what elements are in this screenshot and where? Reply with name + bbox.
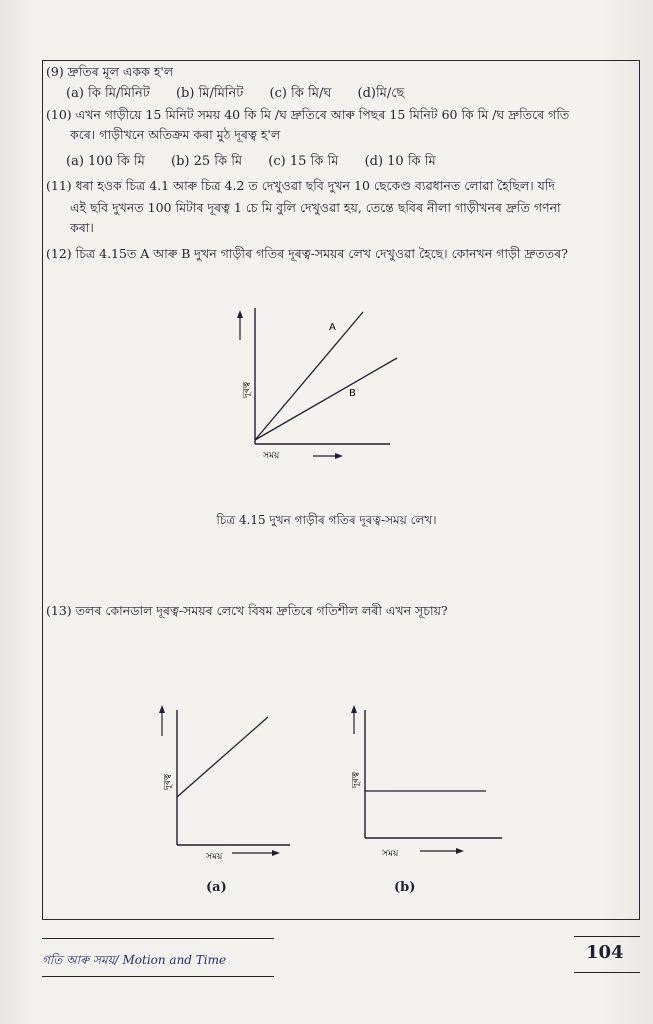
page-number-rule-top [574,936,640,937]
x-axis-label: সময় [382,849,399,859]
question-9: (9) দ্রুতিৰ মূল একক হ'ল [46,64,174,79]
line-b [255,358,397,440]
option-d: (d)মি/ছে [357,86,405,101]
question-10-line-2: কৰে। গাড়ীখনে অতিক্ৰম কৰা মুঠ দূৰত্ব হ'ল [70,127,281,142]
page-number: 104 [586,942,624,963]
figure-b [340,700,510,870]
question-12: (12) চিত্ৰ 4.15ত A আৰু B দুখন গাড়ীৰ গতিৰ দূৰত্ব-সময়ৰ লেখ দেখুওৱা হৈছে। কোনখন গাড়ী দ্রুততৰ? [46,246,568,261]
line-b-label: B [349,388,356,399]
y-arrowhead-icon [159,705,165,713]
line-a [255,312,363,440]
option-c: (c) 15 কি মি [268,154,339,169]
option-d: (d) 10 কি মি [364,154,436,169]
y-axis-label: দূৰত্ব [163,773,173,790]
figure-a-label: (a) [206,880,227,895]
figure-a [150,700,300,870]
footer-title: গতি আৰু সময়/ Motion and Time [42,953,227,967]
x-arrowhead-icon [335,453,343,459]
y-axis-label: দূৰত্ব [351,771,361,788]
option-b: (b) 25 কি মি [171,154,243,169]
figure-b-label: (b) [394,880,416,895]
question-11-line-3: কৰা। [70,220,94,235]
question-9-options [66,84,426,105]
figure-4-15 [225,300,405,470]
question-11-line-1: (11) ধৰা হওক চিত্ৰ 4.1 আৰু চিত্ৰ 4.2 ত দেখুওৱা ছবি দুখন 10 ছেকেণ্ড ব্যৱধানত লোৱা হৈছিল। যদি [46,178,555,193]
y-arrowhead-icon [351,705,357,713]
x-axis-label: সময় [206,852,223,862]
x-arrowhead-icon [272,850,280,856]
option-b: (b) মি/মিনিট [175,86,244,101]
option-a: (a) কি মি/মিনিট [66,86,150,101]
y-axis-label: দূৰত্ব [242,381,252,398]
option-a: (a) 100 কি মি [66,154,145,169]
option-c: (c) কি মি/ঘ [269,86,332,101]
figure-4-15-caption: চিত্ৰ 4.15 দুখন গাড়ীৰ গতিৰ দূৰত্ব-সময় লেখ। [216,513,437,527]
footer-rule-bottom [42,976,274,977]
question-11-line-2: এই ছবি দুখনত 100 মিটাৰ দূৰত্ব 1 চে মি বুলি দেখুওৱা হয়, তেন্তে ছবিৰ নীলা গাড়ীখনৰ দ্রুতি গণনা [70,200,561,215]
line-a-label: A [329,322,336,333]
page-number-rule-bottom [574,972,640,973]
y-arrowhead-icon [237,310,243,318]
question-10-line-1: (10) এখন গাড়ীয়ে 15 মিনিট সময় 40 কি মি /ঘ দ্রুতিৰে আৰু পিছৰ 15 মিনিট 60 কি মি /ঘ দ্রুতিৰে গতি [46,107,570,122]
question-13: (13) তলৰ কোনডাল দূৰত্ব-সময়ৰ লেখে বিষম দ্রুতিৰে গতিশীল লৰী এখন সূচায়? [46,603,448,618]
footer-rule-top [42,938,274,939]
question-10-options [66,152,458,173]
x-arrowhead-icon [456,848,464,854]
graph-line [177,717,268,797]
x-axis-label: সময় [263,451,280,461]
